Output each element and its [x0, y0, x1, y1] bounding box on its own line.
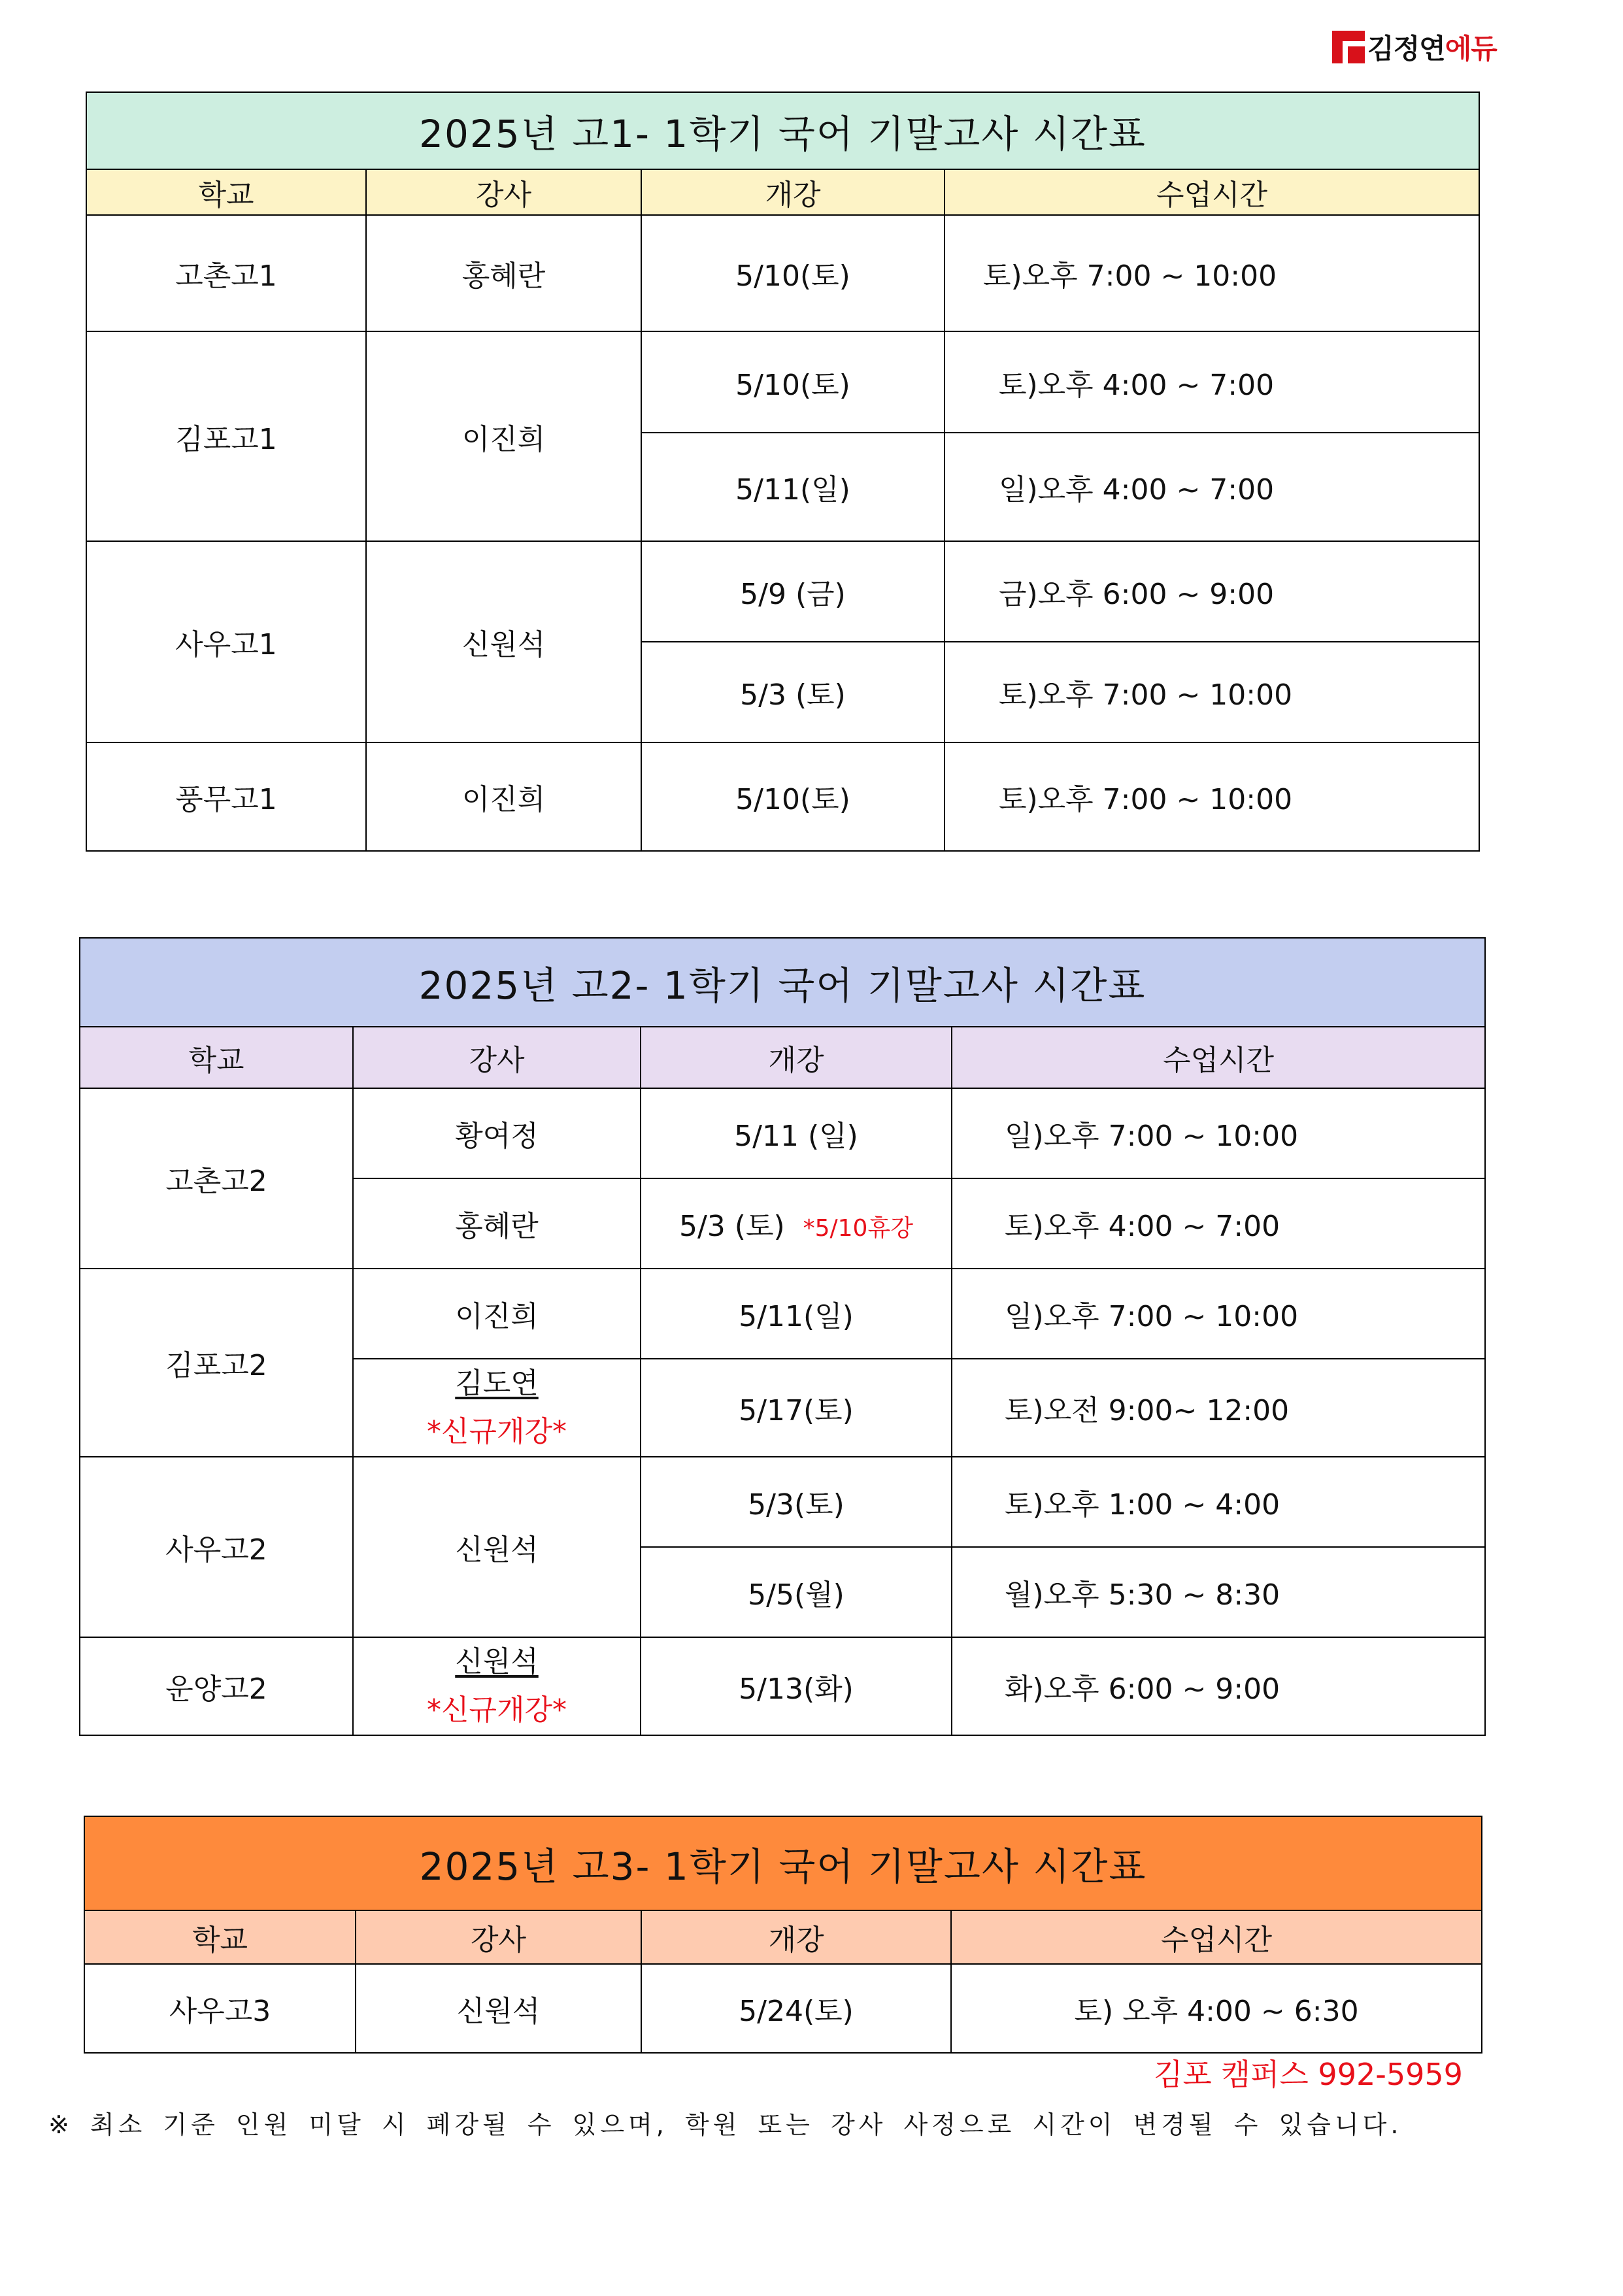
table-title: 2025년 고2- 1학기 국어 기말고사 시간표 — [80, 938, 1485, 1027]
time-cell: 일)오후 7:00 ~ 10:00 — [952, 1269, 1485, 1359]
logo-mark-icon — [1332, 31, 1365, 63]
school-cell: 고촌고1 — [86, 215, 366, 331]
table-row — [80, 1269, 1485, 1359]
teacher-cell: 신원석 — [366, 541, 641, 742]
start-text: 5/3 (토) — [678, 1210, 785, 1243]
header-start: 개강 — [641, 1910, 951, 1964]
start-cell: 5/9 (금) — [641, 541, 945, 642]
brand-logo — [1332, 29, 1497, 65]
start-cell: 5/17(토) — [641, 1359, 952, 1457]
table-row — [86, 541, 1479, 642]
header-school: 학교 — [86, 169, 366, 215]
time-cell: 토) 오후 4:00 ~ 6:30 — [951, 1964, 1482, 2053]
table-row — [80, 1088, 1485, 1178]
school-cell: 김포고2 — [80, 1269, 353, 1457]
header-start: 개강 — [641, 1027, 952, 1088]
time-cell: 토)오후 7:00 ~ 10:00 — [945, 642, 1479, 742]
holiday-note: *5/10휴강 — [803, 1215, 914, 1242]
header-teacher: 강사 — [356, 1910, 641, 1964]
header-teacher: 강사 — [366, 169, 641, 215]
table-title: 2025년 고3- 1학기 국어 기말고사 시간표 — [84, 1816, 1482, 1910]
teacher-cell — [353, 1359, 641, 1457]
time-cell: 화)오후 6:00 ~ 9:00 — [952, 1637, 1485, 1735]
table-row — [86, 215, 1479, 331]
start-cell: 5/11(일) — [641, 433, 945, 541]
campus-contact: 김포 캠퍼스 992-5959 — [1154, 2057, 1463, 2092]
start-cell: 5/3(토) — [641, 1457, 952, 1547]
grade2-schedule-table — [79, 937, 1486, 1736]
header-start: 개강 — [641, 169, 945, 215]
table-row — [84, 1964, 1482, 2053]
table-title: 2025년 고1- 1학기 국어 기말고사 시간표 — [86, 92, 1479, 169]
start-cell: 5/10(토) — [641, 331, 945, 433]
grade1-schedule-table — [86, 92, 1480, 852]
time-cell: 월)오후 5:30 ~ 8:30 — [952, 1547, 1485, 1637]
teacher-cell: 홍혜란 — [366, 215, 641, 331]
table-row — [86, 331, 1479, 433]
time-cell: 토)오후 4:00 ~ 7:00 — [952, 1178, 1485, 1269]
new-class-badge: *신규개강* — [426, 1693, 567, 1727]
teacher-cell: 신원석 — [353, 1457, 641, 1637]
teacher-name: 신원석 — [455, 1645, 539, 1678]
time-cell: 일)오후 7:00 ~ 10:00 — [952, 1088, 1485, 1178]
school-cell: 사우고1 — [86, 541, 366, 742]
start-cell: 5/13(화) — [641, 1637, 952, 1735]
start-cell: 5/10(토) — [641, 215, 945, 331]
start-cell: 5/11 (일) — [641, 1088, 952, 1178]
table-row — [86, 742, 1479, 851]
school-cell: 사우고3 — [84, 1964, 356, 2053]
header-time: 수업시간 — [951, 1910, 1482, 1964]
time-cell: 금)오후 6:00 ~ 9:00 — [945, 541, 1479, 642]
start-cell: 5/3 (토) — [641, 642, 945, 742]
start-cell — [641, 1178, 952, 1269]
time-cell: 일)오후 4:00 ~ 7:00 — [945, 433, 1479, 541]
school-cell: 풍무고1 — [86, 742, 366, 851]
teacher-cell: 홍혜란 — [353, 1178, 641, 1269]
header-time: 수업시간 — [952, 1027, 1485, 1088]
table-row — [80, 1457, 1485, 1547]
teacher-cell: 황여정 — [353, 1088, 641, 1178]
time-cell: 토)오전 9:00~ 12:00 — [952, 1359, 1485, 1457]
teacher-cell: 이진희 — [353, 1269, 641, 1359]
header-time: 수업시간 — [945, 169, 1479, 215]
school-cell: 김포고1 — [86, 331, 366, 541]
teacher-cell: 신원석 — [356, 1964, 641, 2053]
start-cell: 5/5(월) — [641, 1547, 952, 1637]
time-cell: 토)오후 1:00 ~ 4:00 — [952, 1457, 1485, 1547]
header-school: 학교 — [84, 1910, 356, 1964]
school-cell: 사우고2 — [80, 1457, 353, 1637]
header-school: 학교 — [80, 1027, 353, 1088]
teacher-cell: 이진희 — [366, 742, 641, 851]
school-cell: 고촌고2 — [80, 1088, 353, 1269]
table-row — [80, 1637, 1485, 1735]
new-class-badge: *신규개강* — [426, 1415, 567, 1448]
time-cell: 토)오후 7:00 ~ 10:00 — [945, 742, 1479, 851]
teacher-cell: 이진희 — [366, 331, 641, 541]
start-cell: 5/10(토) — [641, 742, 945, 851]
grade3-schedule-table — [84, 1816, 1482, 2054]
time-cell: 토)오후 4:00 ~ 7:00 — [945, 331, 1479, 433]
footnote: ※ 최소 기준 인원 미달 시 폐강될 수 있으며, 학원 또는 강사 사정으로 시간이 변경될 수 있습니다. — [48, 2110, 1403, 2139]
teacher-cell — [353, 1637, 641, 1735]
start-cell: 5/24(토) — [641, 1964, 951, 2053]
start-cell: 5/11(일) — [641, 1269, 952, 1359]
teacher-name: 김도연 — [455, 1367, 539, 1400]
logo-text: 김정연에듀 — [1367, 33, 1497, 65]
school-cell: 운양고2 — [80, 1637, 353, 1735]
header-teacher: 강사 — [353, 1027, 641, 1088]
time-cell: 토)오후 7:00 ~ 10:00 — [945, 215, 1479, 331]
